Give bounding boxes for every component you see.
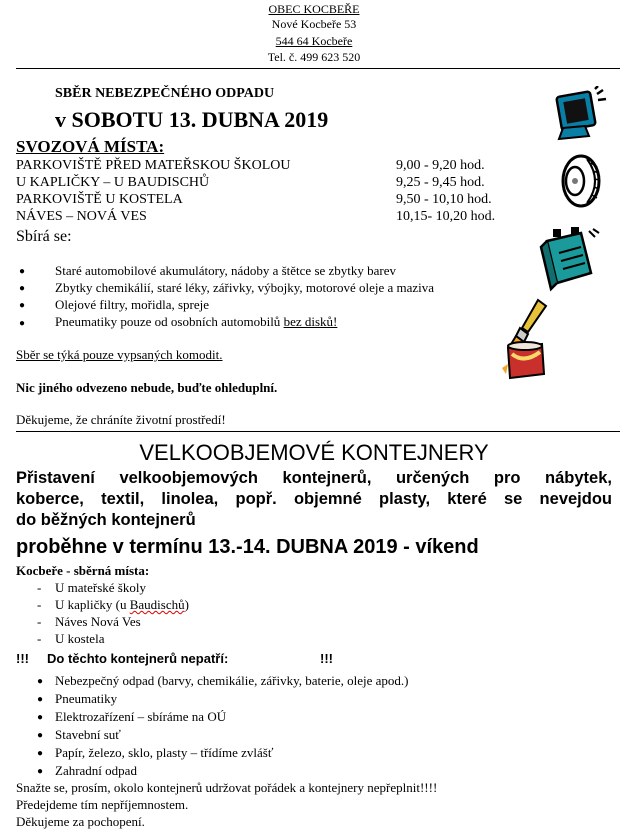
list-item: Zbytky chemikálií, staré léky, zářivky, výbojky, motorové oleje a maziva bbox=[55, 280, 435, 295]
place-name: PARKOVIŠTĚ U KOSTELA bbox=[16, 192, 183, 207]
place-name: NÁVES – NOVÁ VES bbox=[16, 209, 147, 224]
paint-bucket-icon bbox=[494, 298, 558, 382]
place-time: 10,15- 10,20 hod. bbox=[396, 209, 496, 224]
list-item: U mateřské školy bbox=[55, 580, 146, 595]
list-item: U kapličky (u Baudischů) bbox=[55, 597, 189, 612]
hazard-title: SBĚR NEBEZPEČNÉHO ODPADU bbox=[55, 86, 275, 101]
list-item: Stavební suť bbox=[55, 727, 121, 742]
place-time: 9,25 - 9,45 hod. bbox=[396, 175, 485, 190]
header-phone: Tel. č. 499 623 520 bbox=[267, 50, 361, 64]
closing-line: Děkujeme za pochopení. bbox=[16, 814, 145, 829]
list-item: Nebezpečný odpad (barvy, chemikálie, zářivky, baterie, oleje apod.) bbox=[55, 673, 409, 688]
monitor-icon bbox=[545, 86, 607, 144]
forbidden-heading: Do těchto kontejnerů nepatří: bbox=[47, 651, 229, 666]
note-limited: Sběr se týká pouze vypsaných komodit. bbox=[16, 347, 223, 362]
note-nothing-else: Nic jiného odvezeno nebude, buďte ohleduplní. bbox=[16, 380, 278, 395]
place-time: 9,50 - 10,10 hod. bbox=[396, 192, 492, 207]
document-page: OBEC KOCBEŘE Nové Kocbeře 53 544 64 Kocbeře Tel. č. 499 623 520 SBĚR NEBEZPEČNÉHO ODPADU v SOBOTU 13. DUBNA 2019 SVOZOVÁ MÍSTA: PARKOVIŠTĚ PŘED MATEŘSKOU ŠKOLOU 9,00 - 9,20 hod. U KAPLIČKY – U BAUDISCHŮ 9,25 - 9,45 hod. PARKOVIŠTĚ U KOSTELA 9,50 - 10,10 hod. NÁVES – NOVÁ VES 10,15- 10,20 hod. Sbírá se: ● Staré automobilové akumulátory, nádoby a štětce se zbytky barev ● Zbytky chemikálií, staré léky, zářivky, výbojky, motorové oleje a maziva ● Olejové filtry, mořidla, spreje ● Pneumatiky pouze od osobních automobilů bez disků! Sběr se týká pouze vypsaných komodit. Nic jiného odvezeno nebude, buďte ohleduplní. Děkujeme, že chráníte životní prostředí! VELKOOBJEMOVÉ KONTEJNERY Přistavení velkoobjemových kontejnerů, určených pro nábytek, koberce, textil, linolea, popř. objemné plasty, které se nevejdou do běžných kontejnerů proběhne v termínu 13.-14. DUBNA 2019 - víkend Kocbeře - sběrná místa: - U mateřské školy - U kapličky (u Baudischů) - Náves Nová Ves - U kostela !!! Do těchto kontejnerů nepatří: !!! ● Nebezpečný odpad (barvy, chemikálie, zářivky, baterie, oleje apod.) ● Pneumatiky ● Elektrozařízení – sbíráme na OÚ ● Stavební suť ● Papír, železo, sklo, plasty – třídíme zvlášť ● Zahradní odpad Snažte se, prosím, okolo kontejnerů udržovat pořádek a kontejnery nepřeplnit!!!! Předejdeme tím nepříjemnostem. Děkujeme za pochopení. bbox=[0, 0, 628, 839]
place-name: U KAPLIČKY – U BAUDISCHŮ bbox=[16, 175, 210, 190]
place-name: PARKOVIŠTĚ PŘED MATEŘSKOU ŠKOLOU bbox=[16, 158, 291, 173]
containers-title: VELKOOBJEMOVÉ KONTEJNERY bbox=[139, 440, 489, 465]
closing-line: Předejdeme tím nepříjemnostem. bbox=[16, 797, 189, 812]
list-item: Elektrozařízení – sbíráme na OÚ bbox=[55, 709, 227, 724]
list-item: Papír, železo, sklo, plasty – třídíme zvlášť bbox=[55, 745, 274, 760]
list-item: Pneumatiky pouze od osobních automobilů bez disků! bbox=[55, 314, 338, 329]
containers-desc-line: do běžných kontejnerů bbox=[16, 511, 196, 529]
header-divider bbox=[16, 68, 620, 69]
header-address2: 544 64 Kocbeře bbox=[275, 34, 353, 48]
containers-desc-line: koberce, textil, linolea, popř. objemné plasty, které se nevejdou bbox=[16, 490, 612, 508]
place-time: 9,00 - 9,20 hod. bbox=[396, 158, 485, 173]
header-address1: Nové Kocbeře 53 bbox=[271, 17, 357, 31]
header-org: OBEC KOCBEŘE bbox=[268, 2, 360, 16]
forbidden-suffix: !!! bbox=[320, 651, 333, 666]
list-item: Zahradní odpad bbox=[55, 763, 137, 778]
list-item: Náves Nová Ves bbox=[55, 614, 141, 629]
collects-label: Sbírá se: bbox=[16, 228, 72, 245]
note-thanks: Děkujeme, že chráníte životní prostředí! bbox=[16, 412, 226, 427]
list-item: U kostela bbox=[55, 631, 105, 646]
forbidden-prefix: !!! bbox=[16, 651, 29, 666]
tire-icon bbox=[557, 153, 607, 209]
containers-term: proběhne v termínu 13.-14. DUBNA 2019 - víkend bbox=[16, 536, 479, 558]
places-heading: SVOZOVÁ MÍSTA: bbox=[16, 137, 165, 156]
list-item: Olejové filtry, mořidla, spreje bbox=[55, 297, 210, 312]
battery-icon bbox=[537, 227, 601, 293]
containers-desc-line: Přistavení velkoobjemových kontejnerů, určených pro nábytek, bbox=[16, 469, 612, 487]
containers-places-heading: Kocbeře - sběrná místa: bbox=[16, 563, 150, 578]
hazard-date: v SOBOTU 13. DUBNA 2019 bbox=[55, 107, 329, 132]
closing-line: Snažte se, prosím, okolo kontejnerů udržovat pořádek a kontejnery nepřeplnit!!!! bbox=[16, 780, 438, 795]
list-item: Pneumatiky bbox=[55, 691, 118, 706]
section-divider bbox=[16, 431, 620, 432]
list-item: Staré automobilové akumulátory, nádoby a štětce se zbytky barev bbox=[55, 263, 397, 278]
